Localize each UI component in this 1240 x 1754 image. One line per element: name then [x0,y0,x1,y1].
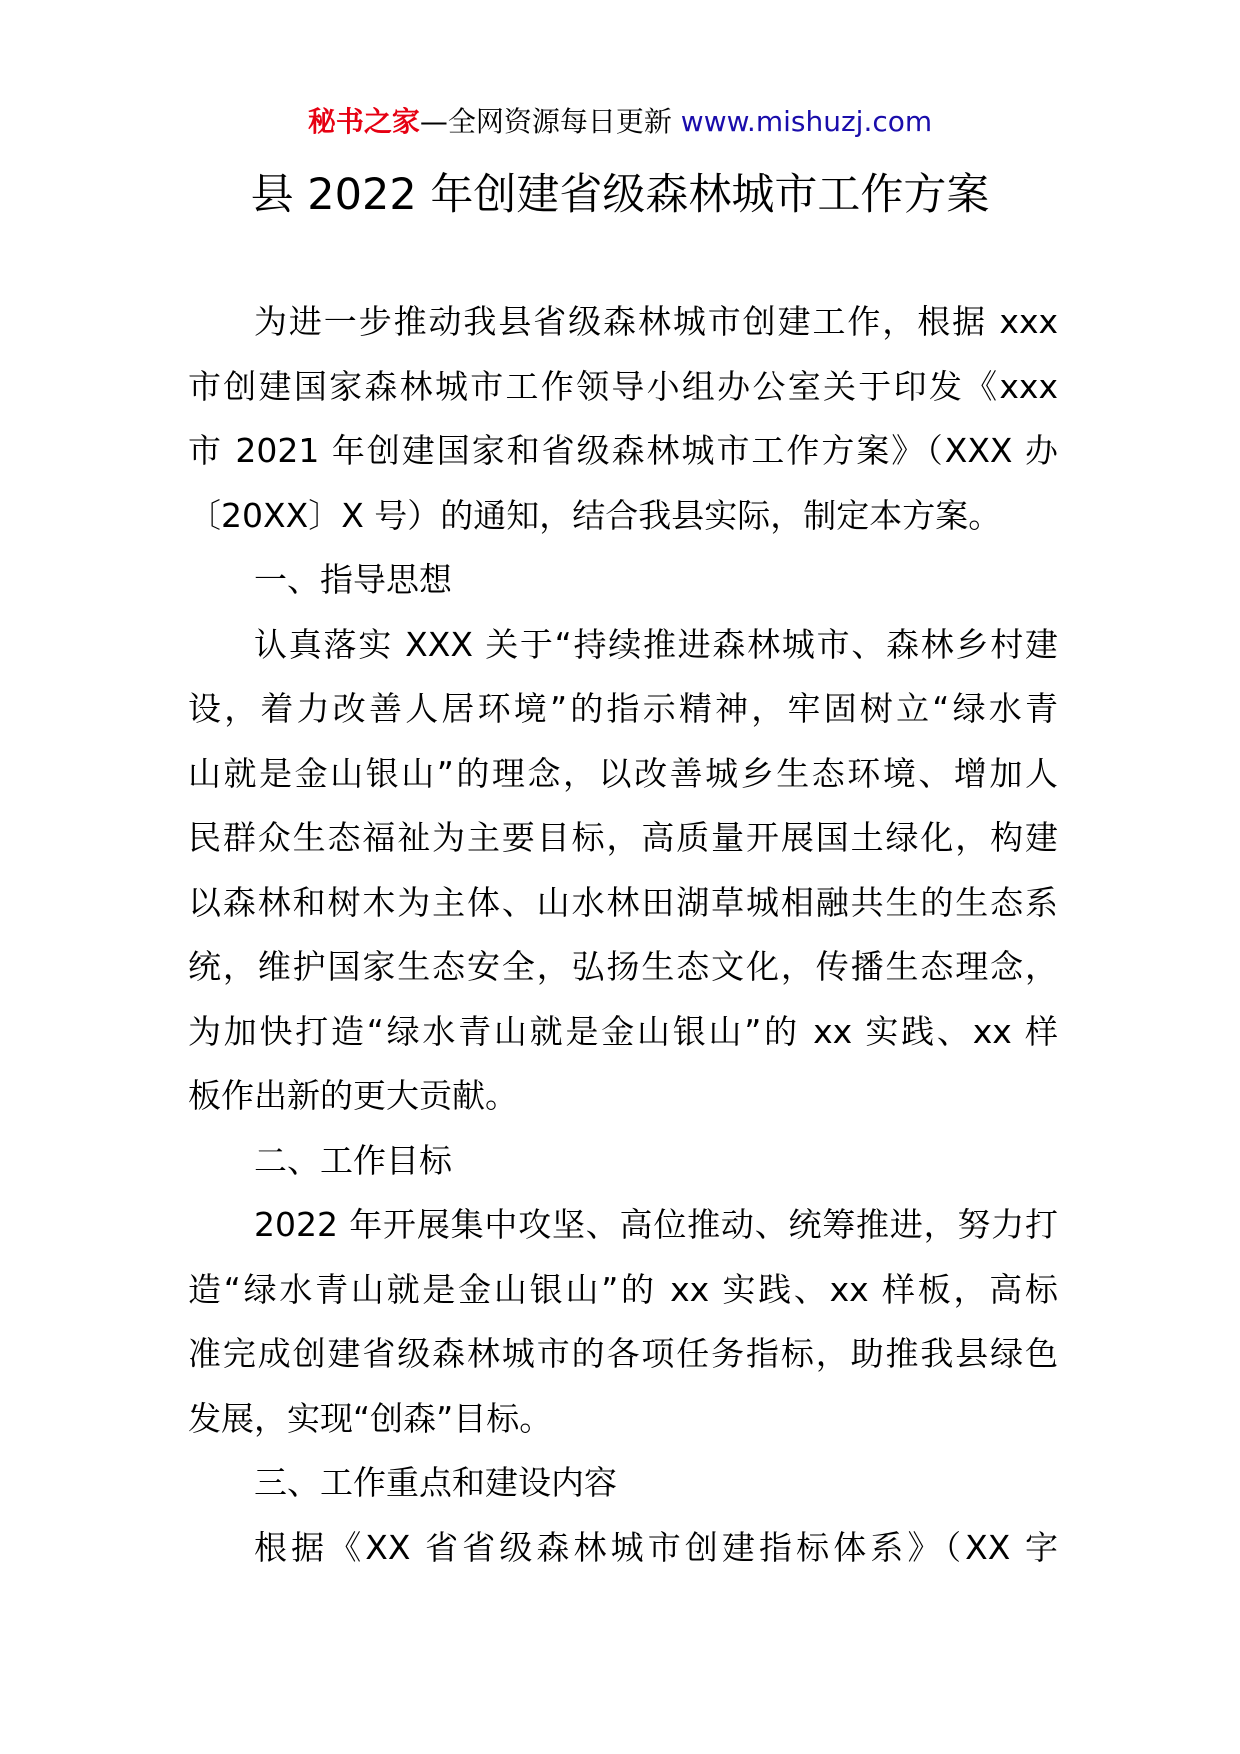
section-heading-work-focus: 三、工作重点和建设内容 [254,1463,617,1502]
paragraph-line: 发展，实现“创森”目标。 [188,1398,553,1438]
paragraph-line: 市 2021 年创建国家和省级森林城市工作方案》（XXX 办 [188,431,1058,470]
paragraph-line: 〔20XX〕X 号）的通知，结合我县实际，制定本方案。 [188,495,1002,535]
paragraph-line: 民群众生态福祉为主要目标，高质量开展国土绿化，构建 [188,818,1058,857]
paragraph-line: 山就是金山银山”的理念，以改善城乡生态环境、增加人 [188,753,1058,793]
header-brand: 秘书之家 [307,105,420,138]
document-body [188,290,1058,1580]
section-heading-work-goals: 二、工作目标 [254,1140,452,1180]
paragraph-line: 板作出新的更大贡献。 [188,1076,518,1115]
paragraph-line: 准完成创建省级森林城市的各项任务指标，助推我县绿色 [188,1334,1058,1373]
paragraph-line: 为加快打造“绿水青山就是金山银山”的 xx 实践、xx 样 [188,1011,1058,1051]
paragraph-line: 为进一步推动我县省级森林城市创建工作，根据 xxx [254,302,1058,341]
watermark-header [0,100,1240,144]
paragraph-line: 以森林和树木为主体、山水林田湖草城相融共生的生态系 [188,882,1058,922]
section-heading-guiding-ideology: 一、指导思想 [254,560,452,599]
paragraph-line: 设，着力改善人居环境”的指示精神，牢固树立“绿水青 [188,689,1058,728]
paragraph-line: 2022 年开展集中攻坚、高位推动、统筹推进，努力打 [254,1205,1058,1244]
paragraph-line: 统，维护国家生态安全，弘扬生态文化，传播生态理念， [188,947,1058,986]
header-url-link[interactable]: www.mishuzj.com [680,105,933,138]
paragraph-intro [188,290,1058,548]
document-title: 县 2022 年创建省级森林城市工作方案 [250,170,990,220]
header-slogan: —全网资源每日更新 [419,105,672,138]
paragraph-line: 根据《XX 省省级森林城市创建指标体系》（XX 字 [254,1527,1058,1567]
paragraph-guiding-ideology [188,613,1058,1129]
paragraph-line: 市创建国家森林城市工作领导小组办公室关于印发《xxx [188,366,1058,406]
paragraph-line: 造“绿水青山就是金山银山”的 xx 实践、xx 样板，高标 [188,1269,1058,1309]
paragraph-work-focus [188,1516,1058,1581]
paragraph-line: 认真落实 XXX 关于“持续推进森林城市、森林乡村建 [254,624,1058,664]
paragraph-work-goals [188,1193,1058,1451]
